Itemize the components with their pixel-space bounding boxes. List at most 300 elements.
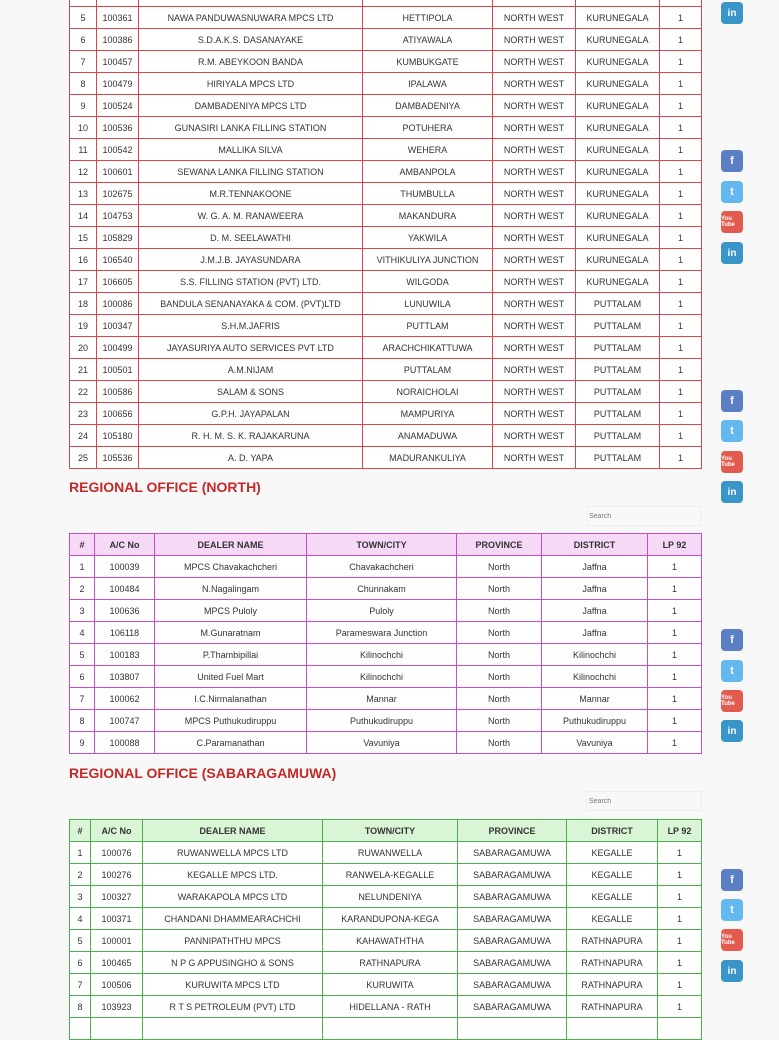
table-cell: 100499	[97, 337, 139, 359]
table-cell: 5	[70, 930, 91, 952]
table-cell: 1	[660, 29, 702, 51]
table-cell: 24	[70, 425, 97, 447]
table-cell: 14	[70, 205, 97, 227]
table-cell: Parameswara Junction	[307, 622, 457, 644]
table-cell: 3	[70, 886, 91, 908]
table-cell: KURUNEGALA	[576, 227, 660, 249]
twitter-icon[interactable]: t	[721, 420, 743, 442]
table-cell: 100276	[91, 864, 143, 886]
table-cell: 4	[70, 908, 91, 930]
table-cell: 6	[70, 666, 95, 688]
table-cell: 100484	[95, 578, 155, 600]
table-cell: YAKWILA	[363, 227, 493, 249]
table-cell: Chunnakam	[307, 578, 457, 600]
table-cell: MALLIKA SILVA	[139, 139, 363, 161]
table-cell: Vavuniya	[307, 732, 457, 754]
linkedin-icon[interactable]: in	[721, 720, 743, 742]
table-cell	[91, 1018, 143, 1040]
table-cell: 7	[70, 974, 91, 996]
table-cell: WILGODA	[363, 271, 493, 293]
table-cell: 100183	[95, 644, 155, 666]
table-row	[70, 447, 702, 469]
table-cell: PUTTALAM	[576, 403, 660, 425]
table-cell: 1	[660, 73, 702, 95]
sabaragamuwa-table-header	[70, 820, 702, 842]
table-cell: 100088	[95, 732, 155, 754]
table-cell: DAMBADENIYA MPCS LTD	[139, 95, 363, 117]
table-cell: GUNASIRI LANKA FILLING STATION	[139, 117, 363, 139]
column-header[interactable]: DEALER NAME	[143, 820, 323, 842]
table-cell: 1	[660, 359, 702, 381]
table-cell: Jaffna	[542, 556, 648, 578]
table-cell: SABARAGAMUWA	[458, 952, 567, 974]
table-cell: 1	[658, 908, 702, 930]
youtube-icon[interactable]: You Tube	[721, 690, 743, 712]
twitter-icon[interactable]: t	[721, 660, 743, 682]
table-cell: 1	[660, 139, 702, 161]
table-cell: 8	[70, 73, 97, 95]
table-cell: NORTH WEST	[493, 117, 576, 139]
table-row	[70, 271, 702, 293]
table-cell: 1	[648, 732, 702, 754]
column-header[interactable]: A/C No	[95, 534, 155, 556]
table-cell: North	[457, 600, 542, 622]
table-cell: W. G. A. M. RANAWEERA	[139, 205, 363, 227]
table-cell: Mannar	[307, 688, 457, 710]
table-row	[70, 337, 702, 359]
table-cell: KURUNEGALA	[576, 205, 660, 227]
table-row	[70, 644, 702, 666]
table-cell: 1	[660, 271, 702, 293]
table-cell: WEHERA	[363, 139, 493, 161]
table-cell: 2	[70, 864, 91, 886]
table-cell: 18	[70, 293, 97, 315]
table-cell	[458, 1018, 567, 1040]
table-cell: KEGALLE	[567, 864, 658, 886]
table-cell: PUTTLAM	[363, 315, 493, 337]
facebook-icon[interactable]: f	[721, 390, 743, 412]
table-cell	[567, 1018, 658, 1040]
table-cell: JAYASURIYA AUTO SERVICES PVT LTD	[139, 337, 363, 359]
table-cell: 11	[70, 139, 97, 161]
table-cell: 1	[648, 622, 702, 644]
section-title-sabaragamuwa: REGIONAL OFFICE (SABARAGAMUWA)	[69, 765, 337, 781]
table-cell: PUTTALAM	[576, 293, 660, 315]
table-cell: PUTTALAM	[363, 359, 493, 381]
table-cell: 8	[70, 996, 91, 1018]
sabaragamuwa-search-input[interactable]	[587, 792, 701, 810]
table-cell: HIRIYALA MPCS LTD	[139, 73, 363, 95]
table-cell: NORTH WEST	[493, 403, 576, 425]
table-cell: KEGALLE	[567, 886, 658, 908]
sabaragamuwa-table-body	[70, 842, 702, 1040]
table-cell: 2	[70, 578, 95, 600]
table-row	[70, 974, 702, 996]
table-cell: 100542	[97, 139, 139, 161]
table-cell: 100524	[97, 95, 139, 117]
table-cell: PANNIPATHTHU MPCS	[143, 930, 323, 952]
table-row	[70, 425, 702, 447]
column-header[interactable]: DISTRICT	[567, 820, 658, 842]
table-cell: Puthukudiruppu	[307, 710, 457, 732]
table-cell: ATIYAWALA	[363, 29, 493, 51]
sabaragamuwa-dealer-table	[69, 819, 702, 1040]
table-cell: LUNUWILA	[363, 293, 493, 315]
table-cell: THUMBULLA	[363, 183, 493, 205]
table-cell: MPCS Puthukudiruppu	[155, 710, 307, 732]
table-cell: 1	[660, 117, 702, 139]
table-cell: M.Gunaratnam	[155, 622, 307, 644]
table-cell: 1	[658, 886, 702, 908]
north-west-table-body	[70, 0, 702, 469]
column-header[interactable]: LP 92	[648, 534, 702, 556]
table-cell: KURUNEGALA	[576, 161, 660, 183]
table-cell: 1	[660, 51, 702, 73]
table-cell: AMBANPOLA	[363, 161, 493, 183]
table-cell: 100347	[97, 315, 139, 337]
table-cell: 1	[660, 447, 702, 469]
table-cell: PUTTALAM	[576, 381, 660, 403]
table-row	[70, 688, 702, 710]
table-cell: D. M. SEELAWATHI	[139, 227, 363, 249]
table-cell: 12	[70, 161, 97, 183]
table-row	[70, 403, 702, 425]
table-cell: 5	[70, 644, 95, 666]
table-cell: 25	[70, 447, 97, 469]
table-cell: S.H.M.JAFRIS	[139, 315, 363, 337]
table-row	[70, 952, 702, 974]
table-cell: HETTIPOLA	[363, 7, 493, 29]
table-cell: 1	[660, 337, 702, 359]
table-cell: 22	[70, 381, 97, 403]
table-cell: 100747	[95, 710, 155, 732]
table-cell: 1	[660, 315, 702, 337]
table-cell: MADURANKULIYA	[363, 447, 493, 469]
table-cell: 100479	[97, 73, 139, 95]
table-cell: 106540	[97, 249, 139, 271]
table-cell: J.M.J.B. JAYASUNDARA	[139, 249, 363, 271]
facebook-icon[interactable]: f	[721, 150, 743, 172]
table-cell: S.S. FILLING STATION (PVT) LTD.	[139, 271, 363, 293]
north-table-body	[70, 556, 702, 754]
column-header[interactable]: DISTRICT	[542, 534, 648, 556]
table-cell: KEGALLE	[567, 908, 658, 930]
table-cell: SABARAGAMUWA	[458, 974, 567, 996]
table-cell: R. H. M. S. K. RAJAKARUNA	[139, 425, 363, 447]
column-header[interactable]: TOWN/CITY	[323, 820, 458, 842]
table-cell: 1	[660, 293, 702, 315]
youtube-icon[interactable]: You Tube	[721, 451, 743, 473]
table-cell: RANWELA-KEGALLE	[323, 864, 458, 886]
table-cell: SABARAGAMUWA	[458, 908, 567, 930]
column-header[interactable]: DEALER NAME	[155, 534, 307, 556]
table-cell: Chavakachcheri	[307, 556, 457, 578]
table-cell: 1	[658, 974, 702, 996]
table-cell: 1	[658, 842, 702, 864]
facebook-icon[interactable]: f	[721, 629, 743, 651]
table-row	[70, 161, 702, 183]
table-cell: NAWA PANDUWASNUWARA MPCS LTD	[139, 7, 363, 29]
table-cell: 23	[70, 403, 97, 425]
table-cell: NORTH WEST	[493, 29, 576, 51]
table-cell: SABARAGAMUWA	[458, 930, 567, 952]
table-cell: NORTH WEST	[493, 227, 576, 249]
table-cell: 9	[70, 95, 97, 117]
table-cell: HIDELLANA - RATH	[323, 996, 458, 1018]
table-cell: NORTH WEST	[493, 359, 576, 381]
table-cell: 105536	[97, 447, 139, 469]
table-cell: 103807	[95, 666, 155, 688]
table-cell: RATHNAPURA	[323, 952, 458, 974]
table-cell: KAHAWATHTHA	[323, 930, 458, 952]
table-cell: 105829	[97, 227, 139, 249]
table-row	[70, 183, 702, 205]
table-cell: I.C.Nirmalanathan	[155, 688, 307, 710]
linkedin-icon[interactable]: in	[721, 2, 743, 24]
table-cell: S.D.A.K.S. DASANAYAKE	[139, 29, 363, 51]
table-cell: 100039	[95, 556, 155, 578]
table-cell: MPCS Puloly	[155, 600, 307, 622]
table-cell: NELUNDENIYA	[323, 886, 458, 908]
table-cell: 1	[70, 556, 95, 578]
table-row	[70, 95, 702, 117]
table-row	[70, 600, 702, 622]
table-cell: 106605	[97, 271, 139, 293]
table-cell: 106118	[95, 622, 155, 644]
table-cell: A.M.NIJAM	[139, 359, 363, 381]
table-cell: RATHNAPURA	[567, 930, 658, 952]
table-cell: 13	[70, 183, 97, 205]
table-cell: 100501	[97, 359, 139, 381]
table-row	[70, 139, 702, 161]
table-cell: 1	[70, 842, 91, 864]
table-cell: 100371	[91, 908, 143, 930]
table-cell: 100361	[97, 7, 139, 29]
table-cell: 19	[70, 315, 97, 337]
table-row	[70, 996, 702, 1018]
table-cell: NORTH WEST	[493, 51, 576, 73]
table-cell: RATHNAPURA	[567, 974, 658, 996]
table-cell: Vavuniya	[542, 732, 648, 754]
table-row	[70, 886, 702, 908]
table-cell: 1	[660, 227, 702, 249]
linkedin-icon[interactable]: in	[721, 242, 743, 264]
table-cell: 1	[648, 710, 702, 732]
table-row	[70, 864, 702, 886]
table-cell: R.M. ABEYKOON BANDA	[139, 51, 363, 73]
table-cell: KURUNEGALA	[576, 271, 660, 293]
youtube-icon[interactable]: You Tube	[721, 211, 743, 233]
table-cell: SALAM & SONS	[139, 381, 363, 403]
table-cell: NORTH WEST	[493, 425, 576, 447]
table-cell: SABARAGAMUWA	[458, 886, 567, 908]
table-cell: NORTH WEST	[493, 293, 576, 315]
table-row	[70, 7, 702, 29]
table-cell: 5	[70, 7, 97, 29]
table-cell: 6	[70, 29, 97, 51]
table-cell: G.P.H. JAYAPALAN	[139, 403, 363, 425]
table-cell: 7	[70, 51, 97, 73]
table-row	[70, 293, 702, 315]
table-cell: 6	[70, 952, 91, 974]
table-cell: 100386	[97, 29, 139, 51]
table-row	[70, 73, 702, 95]
table-cell: 3	[70, 600, 95, 622]
table-cell: KEGALLE	[567, 842, 658, 864]
table-cell: 1	[648, 600, 702, 622]
table-row	[70, 381, 702, 403]
table-cell: MPCS Chavakachcheri	[155, 556, 307, 578]
table-cell: PUTTALAM	[576, 359, 660, 381]
table-cell: NORTH WEST	[493, 183, 576, 205]
table-cell: North	[457, 688, 542, 710]
table-cell: 100062	[95, 688, 155, 710]
table-row	[70, 227, 702, 249]
table-cell: NORTH WEST	[493, 73, 576, 95]
table-cell	[70, 1018, 91, 1040]
table-cell: 100465	[91, 952, 143, 974]
table-cell: 1	[660, 249, 702, 271]
table-cell: 100636	[95, 600, 155, 622]
table-cell: Kilinochchi	[542, 666, 648, 688]
table-row	[70, 205, 702, 227]
table-cell: KURUNEGALA	[576, 73, 660, 95]
twitter-icon[interactable]: t	[721, 181, 743, 203]
table-cell: KURUNEGALA	[576, 95, 660, 117]
table-cell: KURUNEGALA	[576, 249, 660, 271]
table-cell: 1	[660, 425, 702, 447]
table-cell: WARAKAPOLA MPCS LTD	[143, 886, 323, 908]
table-row	[70, 117, 702, 139]
table-row	[70, 578, 702, 600]
table-cell: NORTH WEST	[493, 7, 576, 29]
table-cell: ARACHCHIKATTUWA	[363, 337, 493, 359]
table-cell: 1	[648, 666, 702, 688]
table-cell: 1	[648, 556, 702, 578]
table-cell: PUTTALAM	[576, 447, 660, 469]
table-cell: N P G APPUSINGHO & SONS	[143, 952, 323, 974]
table-cell: 16	[70, 249, 97, 271]
table-cell: Kilinochchi	[307, 644, 457, 666]
table-cell: Jaffna	[542, 600, 648, 622]
table-cell: PUTTALAM	[576, 337, 660, 359]
table-cell: N.Nagalingam	[155, 578, 307, 600]
table-cell: IPALAWA	[363, 73, 493, 95]
table-cell: Mannar	[542, 688, 648, 710]
table-cell: Kilinochchi	[542, 644, 648, 666]
table-cell: 1	[660, 7, 702, 29]
table-cell: BANDULA SENANAYAKA & COM. (PVT)LTD	[139, 293, 363, 315]
table-cell: 1	[658, 930, 702, 952]
table-cell: 1	[658, 864, 702, 886]
table-row	[70, 51, 702, 73]
table-cell: 103923	[91, 996, 143, 1018]
table-cell: North	[457, 578, 542, 600]
table-cell: NORTH WEST	[493, 271, 576, 293]
table-cell: 100076	[91, 842, 143, 864]
table-cell: 1	[660, 403, 702, 425]
north-dealer-table	[69, 533, 702, 754]
table-cell: 1	[658, 952, 702, 974]
table-cell: 104753	[97, 205, 139, 227]
table-cell: KURUNEGALA	[576, 139, 660, 161]
table-cell: 4	[70, 622, 95, 644]
table-cell: 1	[660, 183, 702, 205]
table-row	[70, 556, 702, 578]
table-cell: 1	[648, 688, 702, 710]
youtube-icon[interactable]: You Tube	[721, 929, 743, 951]
column-header[interactable]: PROVINCE	[458, 820, 567, 842]
column-header[interactable]: #	[70, 820, 91, 842]
table-cell: KURUWITA MPCS LTD	[143, 974, 323, 996]
section-title-north: REGIONAL OFFICE (NORTH)	[69, 479, 261, 495]
table-row	[70, 930, 702, 952]
table-row	[70, 622, 702, 644]
table-cell: ANAMADUWA	[363, 425, 493, 447]
table-cell: PUTTALAM	[576, 315, 660, 337]
table-cell: VITHIKULIYA JUNCTION	[363, 249, 493, 271]
table-cell: RATHNAPURA	[567, 952, 658, 974]
table-cell: Jaffna	[542, 578, 648, 600]
column-header[interactable]: PROVINCE	[457, 534, 542, 556]
table-row	[70, 842, 702, 864]
table-cell: 105180	[97, 425, 139, 447]
table-row	[70, 666, 702, 688]
north-table-header	[70, 534, 702, 556]
table-cell: KURUNEGALA	[576, 183, 660, 205]
table-cell: 1	[648, 644, 702, 666]
column-header[interactable]: A/C No	[91, 820, 143, 842]
table-cell: KURUNEGALA	[576, 51, 660, 73]
table-row	[70, 710, 702, 732]
table-cell: 100586	[97, 381, 139, 403]
table-row	[70, 1018, 702, 1040]
table-cell: 15	[70, 227, 97, 249]
table-cell: United Fuel Mart	[155, 666, 307, 688]
table-cell: North	[457, 622, 542, 644]
table-cell: C.Paramanathan	[155, 732, 307, 754]
table-cell: NORAICHOLAI	[363, 381, 493, 403]
linkedin-icon[interactable]: in	[721, 481, 743, 503]
table-cell: 21	[70, 359, 97, 381]
twitter-icon[interactable]: t	[721, 899, 743, 921]
linkedin-icon[interactable]: in	[721, 960, 743, 982]
table-cell: 10	[70, 117, 97, 139]
table-cell: 102675	[97, 183, 139, 205]
table-cell: 100086	[97, 293, 139, 315]
table-cell: RUWANWELLA MPCS LTD	[143, 842, 323, 864]
facebook-icon[interactable]: f	[721, 869, 743, 891]
column-header[interactable]: LP 92	[658, 820, 702, 842]
table-cell: 20	[70, 337, 97, 359]
table-cell: 1	[660, 95, 702, 117]
table-cell: North	[457, 732, 542, 754]
column-header[interactable]: #	[70, 534, 95, 556]
table-cell: NORTH WEST	[493, 337, 576, 359]
table-row	[70, 315, 702, 337]
table-row	[70, 359, 702, 381]
table-cell: KEGALLE MPCS LTD.	[143, 864, 323, 886]
table-cell: P.Thambipillai	[155, 644, 307, 666]
table-cell: A. D. YAPA	[139, 447, 363, 469]
table-cell: KUMBUKGATE	[363, 51, 493, 73]
table-cell: KURUNEGALA	[576, 117, 660, 139]
table-cell: 7	[70, 688, 95, 710]
column-header[interactable]: TOWN/CITY	[307, 534, 457, 556]
table-cell: Jaffna	[542, 622, 648, 644]
north-search-input[interactable]	[587, 507, 701, 525]
table-cell: 1	[660, 161, 702, 183]
